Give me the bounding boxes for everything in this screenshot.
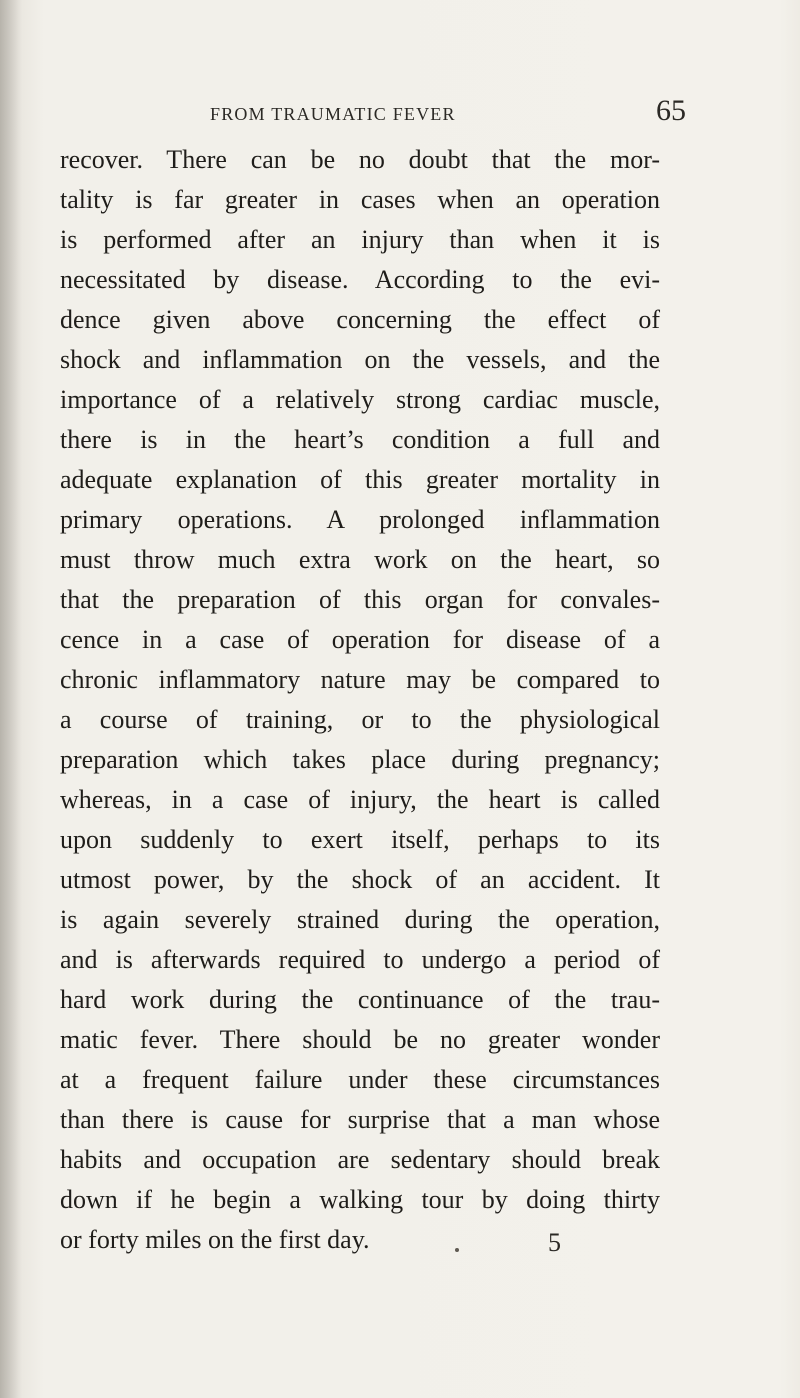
text-line: a course of training, or to the physiological xyxy=(60,705,660,734)
text-line: adequate explanation of this greater mortality in xyxy=(60,465,660,494)
text-line: recover. There can be no doubt that the mor- xyxy=(60,145,660,174)
text-line: matic fever. There should be no greater wonder xyxy=(60,1025,660,1054)
text-line: is performed after an injury than when it is xyxy=(60,225,660,254)
text-line: dence given above concerning the effect of xyxy=(60,305,660,334)
running-title: FROM TRAUMATIC FEVER xyxy=(210,104,456,124)
text-line: or forty miles on the first day. xyxy=(60,1225,370,1254)
text-line: at a frequent failure under these circumstances xyxy=(60,1065,660,1094)
text-line: shock and inflammation on the vessels, and the xyxy=(60,345,660,374)
text-line: that the preparation of this organ for convales- xyxy=(60,585,660,614)
text-line: utmost power, by the shock of an accident. It xyxy=(60,865,660,894)
text-line: is again severely strained during the operation, xyxy=(60,905,660,934)
signature-mark: 5 xyxy=(548,1228,561,1257)
text-line: necessitated by disease. According to the evi- xyxy=(60,265,660,294)
text-line: hard work during the continuance of the trau- xyxy=(60,985,660,1014)
binding-gutter-shadow xyxy=(0,0,22,1398)
text-line: than there is cause for surprise that a man whose xyxy=(60,1105,660,1134)
text-line: whereas, in a case of injury, the heart is called xyxy=(60,785,660,814)
page-number: 65 xyxy=(656,94,686,127)
text-line: importance of a relatively strong cardiac muscle, xyxy=(60,385,660,414)
text-line: upon suddenly to exert itself, perhaps to its xyxy=(60,825,660,854)
body-text xyxy=(60,140,660,1260)
print-speck xyxy=(455,1248,459,1252)
text-line: chronic inflammatory nature may be compared to xyxy=(60,665,660,694)
text-line: must throw much extra work on the heart, so xyxy=(60,545,660,574)
text-line: habits and occupation are sedentary should break xyxy=(60,1145,660,1174)
text-line: cence in a case of operation for disease of a xyxy=(60,625,660,654)
text-line: primary operations. A prolonged inflammation xyxy=(60,505,660,534)
running-head xyxy=(60,94,740,134)
text-line: preparation which takes place during pregnancy; xyxy=(60,745,660,774)
text-line: there is in the heart’s condition a full and xyxy=(60,425,660,454)
text-line: and is afterwards required to undergo a period of xyxy=(60,945,660,974)
text-line: down if he begin a walking tour by doing thirty xyxy=(60,1185,660,1214)
text-line: tality is far greater in cases when an operation xyxy=(60,185,660,214)
